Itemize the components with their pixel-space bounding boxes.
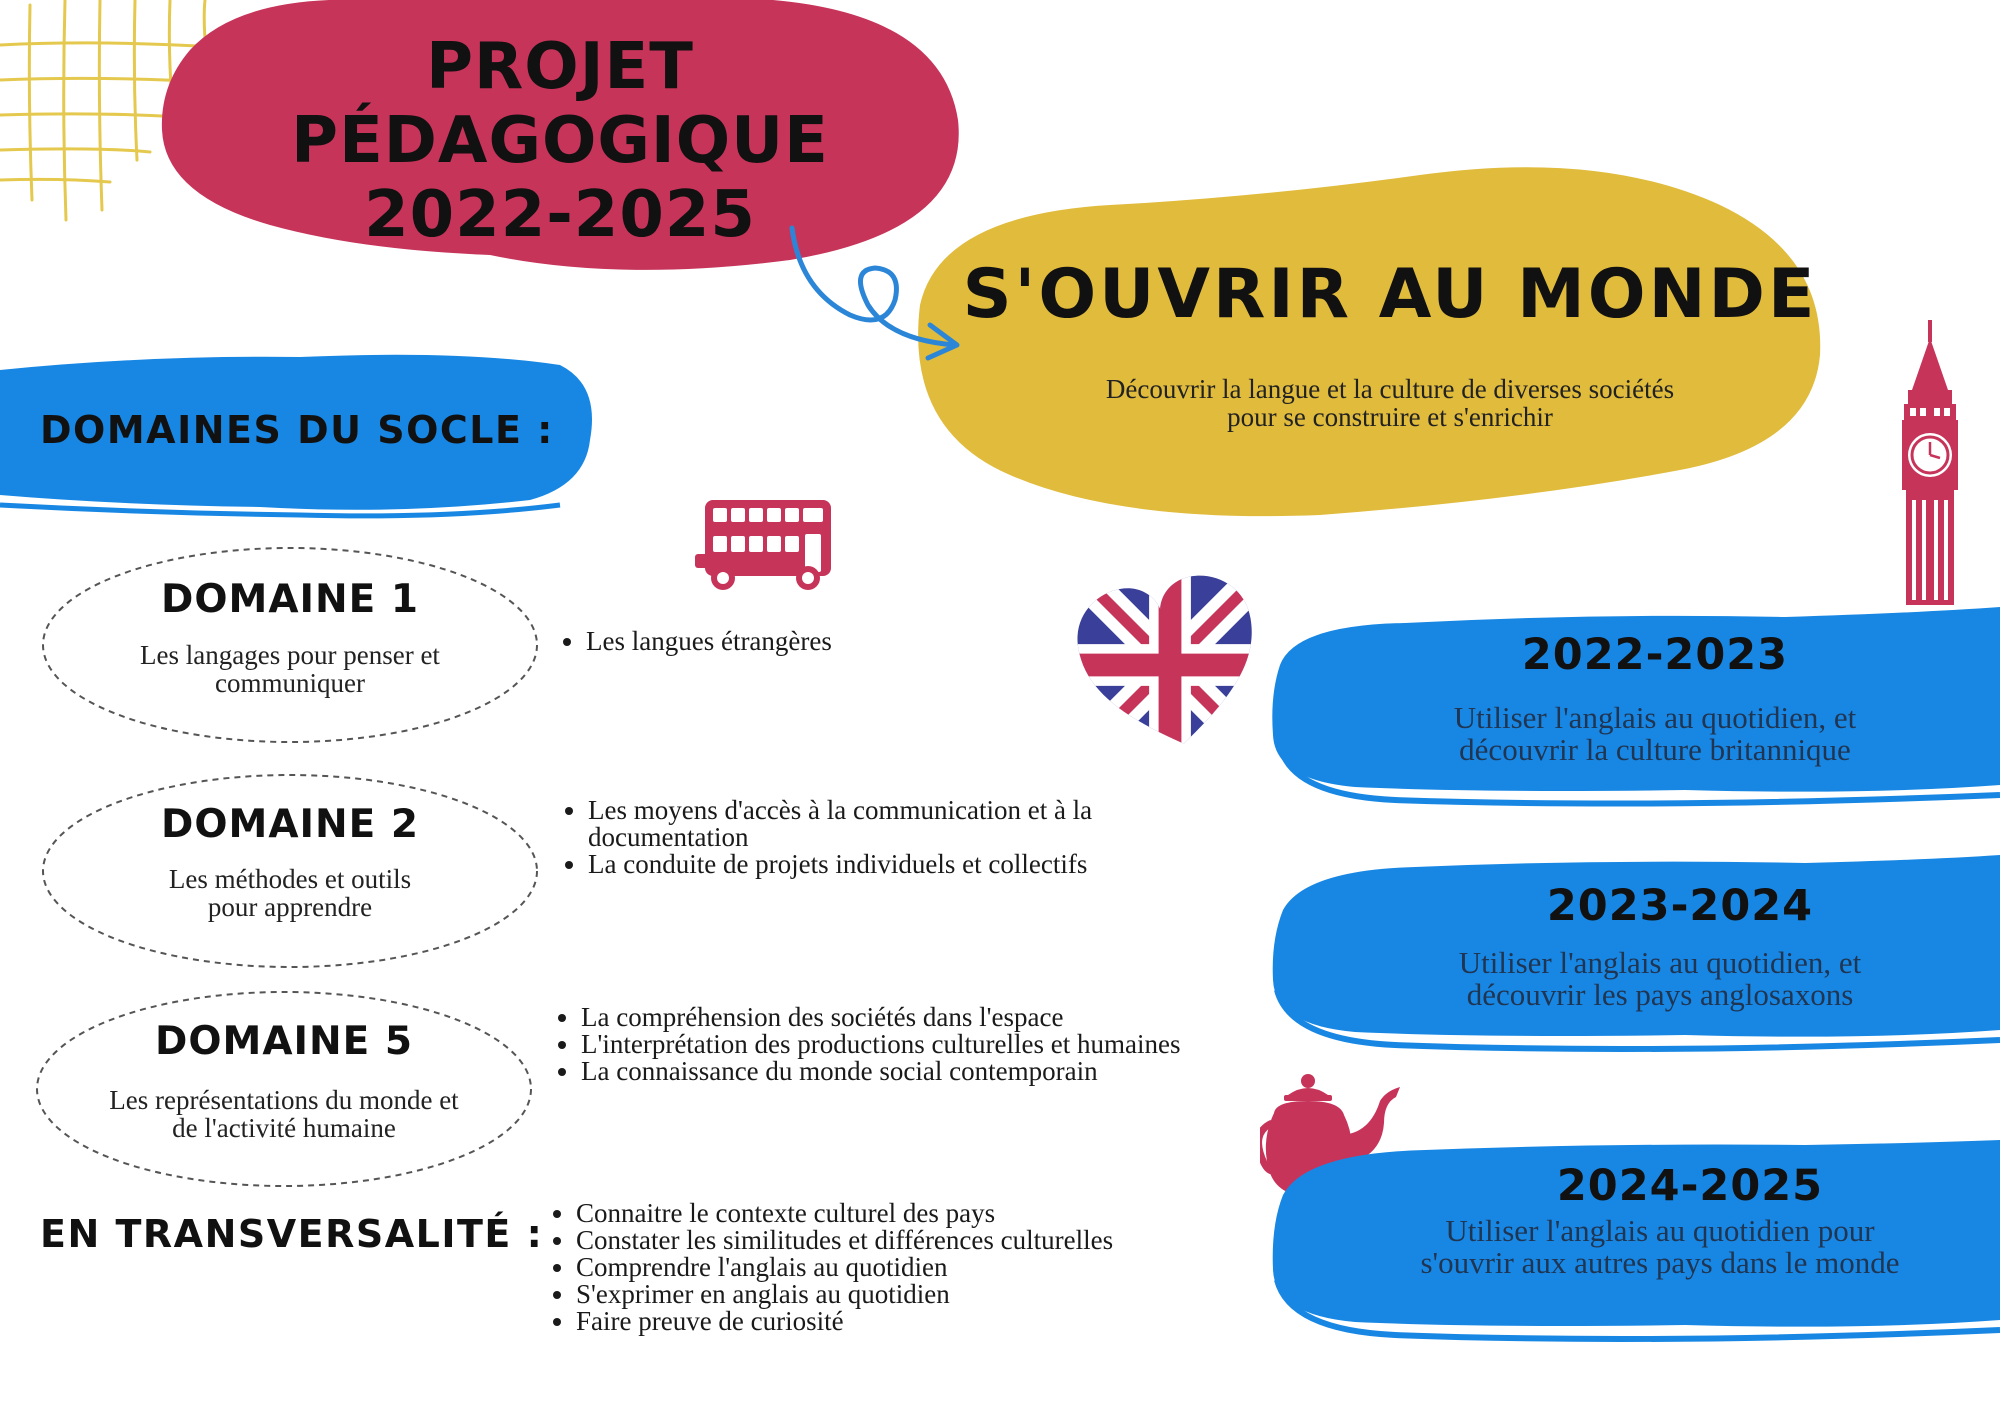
theme-blob [900,145,1830,525]
domain-5-bullet: • La compréhension des sociétés dans l'espace [581,1004,1221,1031]
transversal-bullets [548,1200,1276,1335]
domain-2-bullet: • La conduite de projets individuels et collectifs [588,851,1228,878]
transversal-bullet: • Connaitre le contexte culturel des pays [576,1200,1276,1227]
title-line-1: PROJET [426,30,694,104]
domain-2-desc-line-2: pour apprendre [207,892,373,922]
domain-1-title: DOMAINE 1 [160,577,420,622]
year-3-description [1310,1215,2000,1279]
domain-1-bullet: • Les langues étrangères [586,628,1226,655]
year-2-description [1310,947,2000,1011]
year-1-line-1: Utiliser l'anglais au quotidien, et [1453,700,1857,735]
transversal-heading: EN TRANSVERSALITÉ : [40,1212,544,1256]
socle-heading: DOMAINES DU SOCLE : [40,408,554,452]
domain-2-bullet: • Les moyens d'accès à la communication et à la documentation [588,797,1228,851]
year-1-line-2: découvrir la culture britannique [1459,732,1851,767]
theme-subtitle-line-1: Découvrir la langue et la culture de diverses sociétés [1105,374,1675,404]
union-jack-heart-icon [1075,570,1265,760]
title-line-2: PÉDAGOGIQUE [291,104,829,178]
year-2-line-1: Utiliser l'anglais au quotidien, et [1458,945,1862,980]
theme-subtitle [990,375,1790,431]
year-3-line-2: s'ouvrir aux autres pays dans le monde [1420,1245,1900,1280]
domain-5-desc-line-1: Les représentations du monde et [109,1085,459,1115]
year-3-line-1: Utiliser l'anglais au quotidien pour [1445,1213,1875,1248]
curly-arrow-icon [780,220,970,370]
domain-1-desc-line-2: communiquer [215,668,365,698]
domain-5-description [64,1086,504,1142]
domain-1-desc-line-1: Les langages pour penser et [140,640,440,670]
domain-2-description [90,865,490,921]
transversal-bullet: • Faire preuve de curiosité [576,1308,1276,1335]
year-2-line-2: découvrir les pays anglosaxons [1466,977,1854,1012]
year-1-description [1305,702,2000,766]
domain-5-desc-line-2: de l'activité humaine [172,1113,396,1143]
transversal-bullet: • Comprendre l'anglais au quotidien [576,1254,1276,1281]
title-line-3: 2022-2025 [364,178,756,252]
double-decker-bus-icon [693,498,843,594]
transversal-bullet: • S'exprimer en anglais au quotidien [576,1281,1276,1308]
theme-title: S'OUVRIR AU MONDE [962,255,1818,334]
big-ben-icon [1890,320,1970,605]
domain-2-desc-line-1: Les méthodes et outils [168,864,412,894]
domain-1-description [90,641,490,697]
project-title [200,30,920,252]
year-3-title: 2024-2025 [1556,1161,1824,1211]
transversal-bullet: • Constater les similitudes et différences culturelles [576,1227,1276,1254]
domain-5-bullet: • La connaissance du monde social contemporain [581,1058,1221,1085]
theme-subtitle-line-2: pour se construire et s'enrichir [1227,402,1553,432]
domain-2-title: DOMAINE 2 [160,802,420,847]
domain-5-bullet: • L'interprétation des productions culturelles et humaines [581,1031,1221,1058]
year-1-title: 2022-2023 [1521,630,1789,680]
year-2-title: 2023-2024 [1546,881,1814,931]
domain-1-bullets [558,628,1226,655]
domain-5-bullets [553,1004,1221,1085]
domain-5-title: DOMAINE 5 [154,1019,414,1064]
domain-2-bullets [560,797,1228,878]
